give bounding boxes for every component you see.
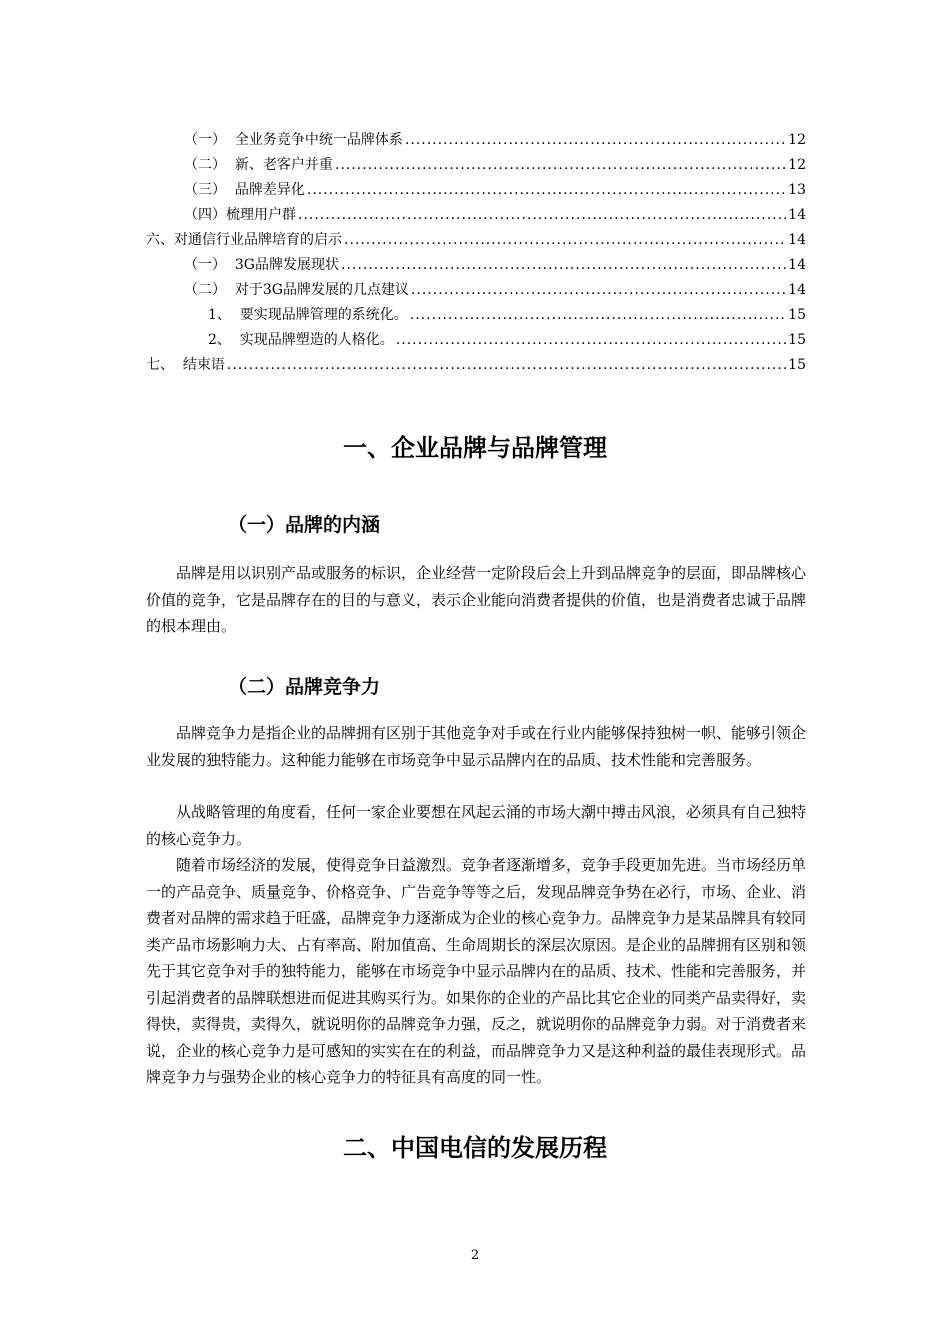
toc-leader-dots [396,328,786,353]
toc-leader-dots [298,203,786,228]
toc-leader-dots [405,128,786,153]
toc-leader-dots [307,178,786,203]
toc-entry[interactable]: 七、 结束语 ..... 15 [146,353,806,378]
body-paragraph: 随着市场经济的发展，使得竞争日益激烈。竞争者逐渐增多，竞争手段更加先进。当市场经历单一的产品竞争、质量竞争、价格竞争、广告竞争等等之后，发现品牌竞争势在必行，市场、企业、消费者对品牌的需求趋于旺盛，品牌竞争力逐渐成为企业的核心竞争力。品牌竞争力是某品牌具有较同类产品市场影响力大、占有率高、附加值高、生命周期长的深层次原因。是企业的品牌拥有区别和领先于其它竞争对手的独特能力，能够在市场竞争中显示品牌内在的品质、技术、性能和完善服务，并引起消费者的品牌联想进而促进其购买行为。如果你的企业的产品比其它企业的同类产品卖得好，卖得快，卖得贵，卖得久，就说明你的品牌竞争力强，反之，就说明你的品牌竞争力弱。对于消费者来说，企业的核心竞争力是可感知的实实在在的利益，而品牌竞争力又是这种利益的最佳表现形式。品牌竞争力与强势企业的核心竞争力的特征具有高度的同一性。 [146,856,807,1086]
body-paragraph: 品牌是用以识别产品或服务的标识，企业经营一定阶段后会上升到品牌竞争的层面，即品牌核心价值的竞争，它是品牌存在的目的与意义，表示企业能向消费者提供的价值，也是消费者忠诚于品牌的根本理由。 [146,564,807,635]
toc-leader-dots [335,153,786,178]
toc-entry[interactable]: 1、 要实现品牌管理的系统化。 ..... 15 [146,303,806,328]
section-heading: 二、中国电信的发展历程 [343,1134,607,1162]
toc-entry[interactable]: （三） 品牌差异化 ..... 13 [146,178,806,203]
toc-entry[interactable]: 2、 实现品牌塑造的人格化。 ..... 15 [146,328,806,353]
table-of-contents [146,128,806,378]
toc-entry[interactable]: （二） 新、老客户并重 ..... 12 [146,153,806,178]
toc-entry[interactable]: （二） 对于3G品牌发展的几点建议 ..... 14 [146,278,806,303]
subsection-heading: （二）品牌竞争力 [228,676,381,698]
toc-entry[interactable]: 六、对通信行业品牌培育的启示 ..... 14 [146,228,806,253]
toc-leader-dots [410,303,786,328]
body-paragraph: 品牌竞争力是指企业的品牌拥有区别于其他竞争对手或在行业内能够保持独树一帜、能够引领企业发展的独特能力。这种能力能够在市场竞争中显示品牌内在的品质、技术性能和完善服务。 [146,724,807,769]
subsection-heading: （一）品牌的内涵 [228,514,381,536]
toc-entry[interactable]: （一） 全业务竞争中统一品牌体系 ..... 12 [146,128,806,153]
toc-leader-dots [344,228,786,253]
toc-entry[interactable]: （一） 3G品牌发展现状 ..... 14 [146,253,806,278]
toc-leader-dots [227,353,786,378]
toc-leader-dots [411,278,786,303]
toc-leader-dots [341,253,786,278]
page-number: 2 [470,1248,480,1263]
body-paragraph: 从战略管理的角度看，任何一家企业要想在风起云涌的市场大潮中搏击风浪，必须具有自己独特的核心竞争力。 [146,803,807,848]
section-heading: 一、企业品牌与品牌管理 [343,434,607,462]
toc-entry[interactable]: （四）梳理用户群 ..... 14 [146,203,806,228]
